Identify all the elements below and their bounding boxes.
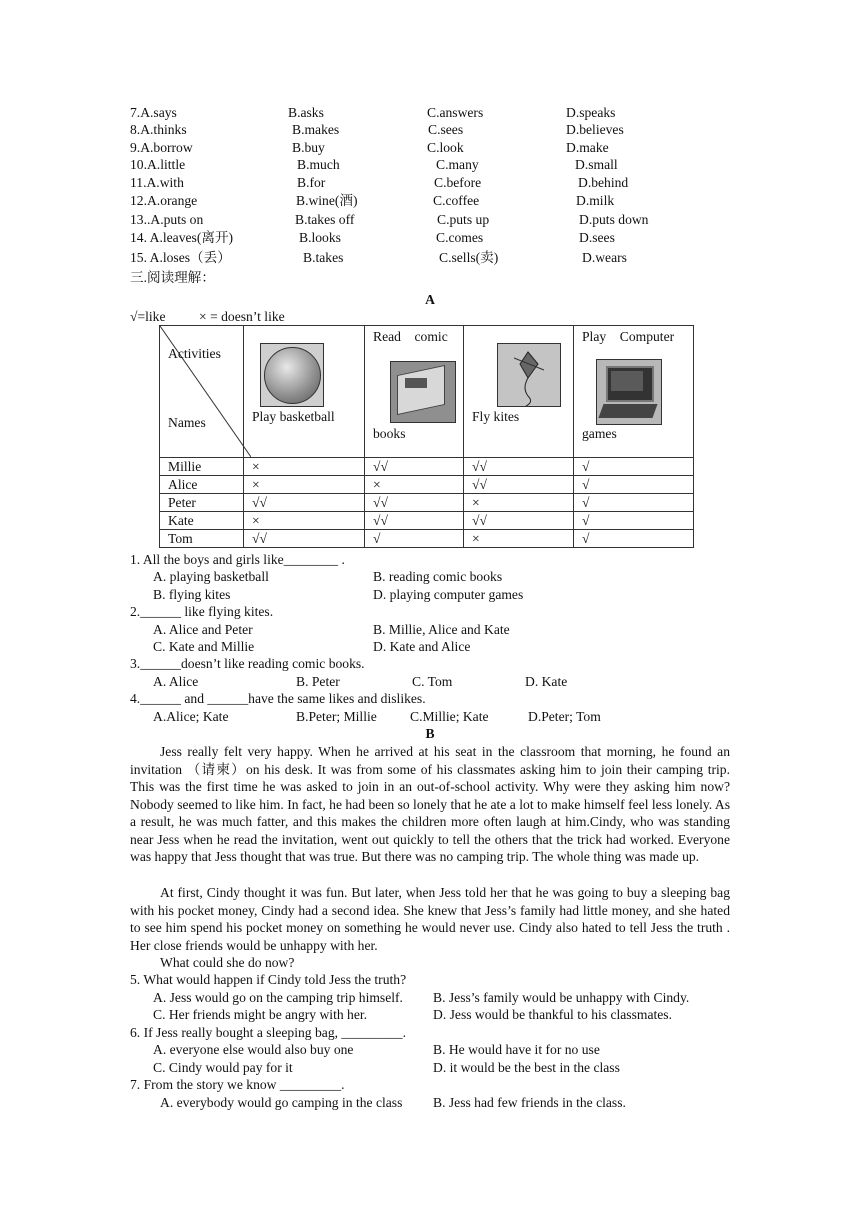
table-row — [160, 512, 694, 530]
option-a: 15. A.loses（丢） — [130, 250, 231, 265]
mark-cell: × — [244, 458, 365, 476]
name-cell: Millie — [160, 458, 244, 476]
option-a: 12.A.orange — [130, 193, 198, 208]
option-d: D.wears — [582, 250, 627, 265]
option-row — [0, 213, 860, 231]
mark-cell: √ — [574, 530, 694, 548]
question-option: A.Alice; Kate — [153, 709, 229, 724]
option-b: B.much — [297, 157, 340, 172]
option-row — [0, 251, 860, 269]
question-option: C. Cindy would pay for it — [153, 1060, 293, 1075]
question-option: B. Jess had few friends in the class. — [433, 1095, 626, 1110]
option-b: B.for — [297, 175, 326, 190]
table-row — [160, 458, 694, 476]
mark-cell: √ — [574, 458, 694, 476]
activity-label-line2: books — [373, 426, 406, 441]
part-a-heading: A — [425, 292, 435, 307]
option-a: 13..A.puts on — [130, 212, 204, 227]
question-stem: 4.______ and ______have the same likes and dislikes. — [130, 691, 426, 706]
question-option: D. Kate — [525, 674, 568, 689]
name-cell: Kate — [160, 512, 244, 530]
option-a: 11.A.with — [130, 175, 184, 190]
table-row — [160, 476, 694, 494]
activity-label: Play basketball — [252, 409, 335, 424]
question-option: A. Alice and Peter — [153, 622, 253, 637]
option-c: C.answers — [427, 105, 484, 120]
mark-cell: √√ — [244, 494, 365, 512]
basketball-icon — [260, 343, 324, 407]
question-stem: 3.______doesn’t like reading comic books. — [130, 656, 365, 671]
question-option: B. Jess’s family would be unhappy with Cindy. — [433, 990, 690, 1005]
option-b: B.looks — [299, 230, 341, 245]
table-row — [160, 530, 694, 548]
option-a: 14. A.leaves(离开) — [130, 230, 234, 245]
question-option: C. Kate and Millie — [153, 639, 255, 654]
question-option: D. Jess would be thankful to his classmates. — [433, 1007, 672, 1022]
option-c: C.sees — [428, 122, 464, 137]
option-d: D.believes — [566, 122, 624, 137]
option-d: D.milk — [576, 193, 615, 208]
option-d: D.small — [575, 157, 618, 172]
option-b: B.makes — [292, 122, 340, 137]
activity-comic — [365, 326, 464, 458]
option-c: C.coffee — [433, 193, 480, 208]
activity-kites — [464, 326, 574, 458]
question-option: C.Millie; Kate — [410, 709, 489, 724]
option-row — [0, 141, 860, 159]
option-c: C.before — [434, 175, 482, 190]
passage-paragraph: What could she do now? — [160, 955, 295, 970]
question-option: B. flying kites — [153, 587, 231, 602]
question-option: D. Kate and Alice — [373, 639, 471, 654]
question-option: C. Her friends might be angry with her. — [153, 1007, 368, 1022]
mark-cell: √√ — [464, 512, 574, 530]
corner-cell — [160, 326, 244, 458]
question-option: A. everyone else would also buy one — [153, 1042, 354, 1057]
likes-table — [159, 325, 694, 548]
option-row — [0, 194, 860, 212]
section-title: 三.阅读理解： — [130, 270, 215, 285]
option-c: C.puts up — [437, 212, 490, 227]
question-option: A. Alice — [153, 674, 199, 689]
name-cell: Alice — [160, 476, 244, 494]
question-option: B. He would have it for no use — [433, 1042, 600, 1057]
option-a: 9.A.borrow — [130, 140, 193, 155]
passage-paragraph: At first, Cindy thought it was fun. But later, when Jess told her that he was going to buy a sleeping bag with his pocket money, Cindy had a second idea. She knew that Jess’s family had little money, and she hated to see him spend his pocket money on something he would never use. Cindy also hated to tell Jess the truth . Her close friends would be unhappy with her. — [130, 885, 730, 953]
activity-computer — [574, 326, 694, 458]
option-row — [0, 176, 860, 194]
mark-cell: × — [464, 494, 574, 512]
part-b-heading: B — [425, 726, 435, 741]
corner-activities: Activities — [168, 346, 221, 361]
name-cell: Peter — [160, 494, 244, 512]
option-d: D.behind — [578, 175, 629, 190]
mark-cell: √ — [574, 494, 694, 512]
mark-cell: × — [365, 476, 464, 494]
option-d: D.speaks — [566, 105, 616, 120]
question-stem: 2.______ like flying kites. — [130, 604, 274, 619]
mark-cell: √√ — [365, 494, 464, 512]
question-option: D.Peter; Tom — [528, 709, 601, 724]
mark-cell: √√ — [365, 458, 464, 476]
option-a: 8.A.thinks — [130, 122, 187, 137]
mark-cell: √√ — [365, 512, 464, 530]
legend-dislike: × = doesn’t like — [199, 309, 285, 324]
mark-cell: × — [464, 530, 574, 548]
corner-names: Names — [168, 415, 206, 430]
question-option: A. everybody would go camping in the class — [160, 1095, 403, 1110]
activity-label-line1: Read comic — [373, 329, 448, 344]
question-option: B.Peter; Millie — [296, 709, 377, 724]
option-b: B.takes off — [295, 212, 355, 227]
mark-cell: √ — [574, 476, 694, 494]
activity-basketball — [244, 326, 365, 458]
table-row — [160, 494, 694, 512]
mark-cell: √√ — [464, 476, 574, 494]
mark-cell: √√ — [244, 530, 365, 548]
mark-cell: √ — [365, 530, 464, 548]
mark-cell: √√ — [464, 458, 574, 476]
question-stem: 7. From the story we know _________. — [130, 1077, 345, 1092]
question-option: B. reading comic books — [373, 569, 503, 584]
option-c: C.look — [427, 140, 464, 155]
computer-icon — [596, 359, 662, 425]
name-cell: Tom — [160, 530, 244, 548]
activity-label-line1: Play Computer — [582, 329, 675, 344]
mark-cell: √ — [574, 512, 694, 530]
question-option: D. playing computer games — [373, 587, 524, 602]
legend-like: √=like — [130, 309, 166, 324]
option-d: D.sees — [579, 230, 615, 245]
option-b: B.takes — [303, 250, 344, 265]
activity-label-line2: games — [582, 426, 617, 441]
comic-book-icon — [390, 361, 456, 423]
option-b: B.wine(酒) — [296, 193, 358, 208]
mark-cell: × — [244, 512, 365, 530]
question-option: B. Millie, Alice and Kate — [373, 622, 510, 637]
question-option: D. it would be the best in the class — [433, 1060, 620, 1075]
option-c: C.many — [436, 157, 479, 172]
kite-icon — [497, 343, 561, 407]
option-c: C.comes — [436, 230, 484, 245]
option-b: B.asks — [288, 105, 324, 120]
activity-label: Fly kites — [472, 409, 520, 424]
option-row — [0, 123, 860, 141]
option-row — [0, 158, 860, 176]
question-option: A. playing basketball — [153, 569, 269, 584]
option-a: 7.A.says — [130, 105, 177, 120]
question-stem: 5. What would happen if Cindy told Jess the truth? — [130, 972, 407, 987]
option-b: B.buy — [292, 140, 325, 155]
table-header-row — [160, 326, 694, 458]
option-d: D.puts down — [579, 212, 649, 227]
option-c: C.sells(卖) — [439, 250, 499, 265]
option-d: D.make — [566, 140, 609, 155]
option-a: 10.A.little — [130, 157, 186, 172]
question-option: C. Tom — [412, 674, 453, 689]
question-option: A. Jess would go on the camping trip himself. — [153, 990, 403, 1005]
question-stem: 6. If Jess really bought a sleeping bag, _________. — [130, 1025, 406, 1040]
option-row — [0, 231, 860, 249]
question-option: B. Peter — [296, 674, 340, 689]
passage-paragraph: Jess really felt very happy. When he arrived at his seat in the classroom that morning, he found an invitation （请柬）on his desk. It was from some of his classmates asking him to join their camping trip. This was the first time he was asked to join in an out-of-school activity. Why were they asking him now? Nobody seemed to like him. In fact, he had been so lonely that he ate a lot to make himself feel less lonely. As a result, he was much fatter, and this makes the children more often laugh at him.Cindy, who was standing near Jess when he read the invitation, went out quickly to tell the others that the trick had worked. Everyone was happy that Jess thought that was true. But there was no camping trip. The whole thing was made up. — [130, 744, 730, 864]
question-stem: 1. All the boys and girls like________ . — [130, 552, 345, 567]
mark-cell: × — [244, 476, 365, 494]
